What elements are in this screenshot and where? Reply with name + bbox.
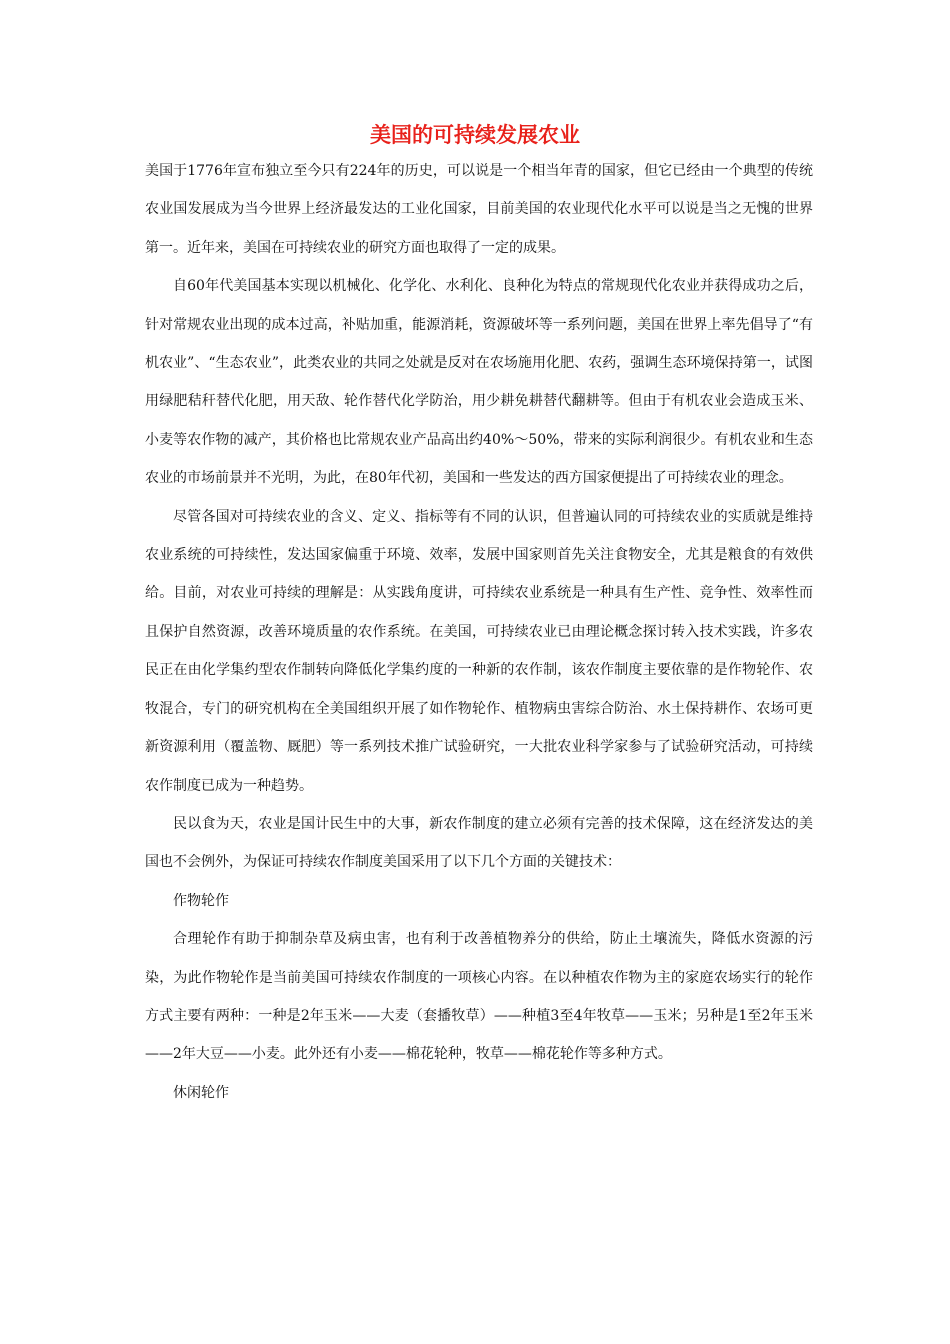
paragraph-crop-rotation: 合理轮作有助于抑制杂草及病虫害，也有利于改善植物养分的供给，防止土壤流失，降低水资源的污染，为此作物轮作是当前美国可持续农作制度的一项核心内容。在以种植农作物为主的家庭农场实行的轮作方式主要有两种：一种是2年玉米——大麦（套播牧草）——种植3至4年牧草——玉米；另种是1至2年玉米——2年大豆——小麦。此外还有小麦——棉花轮种，牧草——棉花轮作等多种方式。 [145, 931, 813, 1063]
document-body [145, 152, 813, 1112]
paragraph-key-technologies: 民以食为天，农业是国计民生中的大事，新农作制度的建立必须有完善的技术保障，这在经济发达的美国也不会例外，为保证可持续农作制度美国采用了以下几个方面的关键技术： [145, 815, 813, 871]
paragraph-intro: 美国于1776年宣布独立至今只有224年的历史，可以说是一个相当年青的国家，但它已经由一个典型的传统农业国发展成为当今世界上经济最发达的工业化国家，目前美国的农业现代化水平可以说是当之无愧的世界第一。近年来，美国在可持续农业的研究方面也取得了一定的成果。 [145, 163, 813, 256]
section-heading-crop-rotation: 作物轮作 [173, 892, 229, 909]
paragraph-definition: 尽管各国对可持续农业的含义、定义、指标等有不同的认识，但普遍认同的可持续农业的实质就是维持农业系统的可持续性，发达国家偏重于环境、效率，发展中国家则首先关注食物安全，尤其是粮食的有效供给。目前，对农业可持续的理解是：从实践角度讲，可持续农业系统是一种具有生产性、竞争性、效率性而且保护自然资源，改善环境质量的农作系统。在美国，可持续农业已由理论概念探讨转入技术实践，许多农民正在由化学集约型农作制转向降低化学集约度的一种新的农作制，该农作制度主要依靠的是作物轮作、农牧混合，专门的研究机构在全美国组织开展了如作物轮作、植物病虫害综合防治、水土保持耕作、农场可更新资源利用（覆盖物、厩肥）等一系列技术推广试验研究，一大批农业科学家参与了试验研究活动，可持续农作制度已成为一种趋势。 [145, 508, 813, 794]
document-title: 美国的可持续发展农业 [370, 123, 580, 147]
paragraph-history: 自60年代美国基本实现以机械化、化学化、水利化、良种化为特点的常规现代化农业并获得成功之后，针对常规农业出现的成本过高，补贴加重，能源消耗，资源破坏等一系列问题，美国在世界上率先倡导了“有机农业”、“生态农业”，此类农业的共同之处就是反对在农场施用化肥、农药，强调生态环境保持第一，试图用绿肥秸秆替代化肥，用天敌、轮作替代化学防治，用少耕免耕替代翻耕等。但由于有机农业会造成玉米、小麦等农作物的减产，其价格也比常规农业产品高出约40%～50%，带来的实际利润很少。有机农业和生态农业的市场前景并不光明，为此，在80年代初，美国和一些发达的西方国家便提出了可持续农业的理念。 [145, 278, 813, 487]
section-heading-fallow-rotation: 休闲轮作 [173, 1084, 229, 1101]
